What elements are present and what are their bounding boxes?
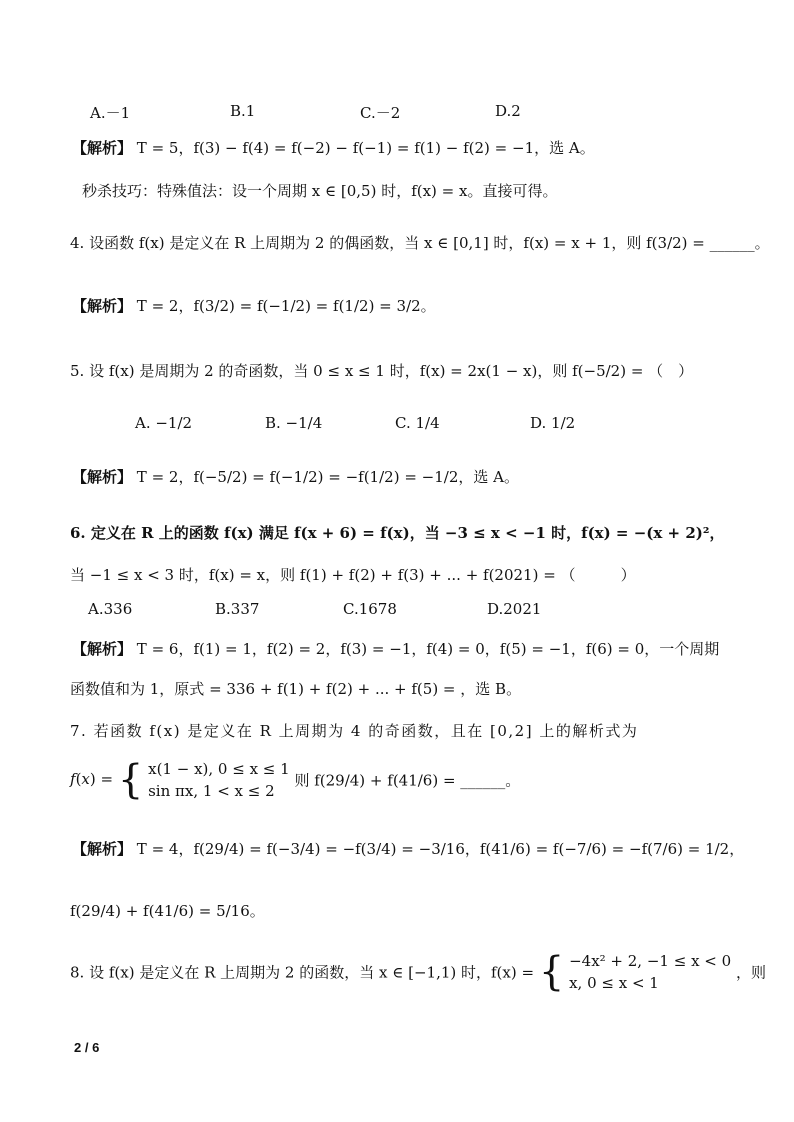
q6-option-d: D.2021 — [487, 600, 542, 618]
q6-analysis-line1 — [72, 638, 719, 659]
q3-option-c: C.－2 — [360, 104, 401, 122]
q6-analysis-line2: 函数值和为 1，原式 = 336 + f(1) + f(2) + ... + f(5) = ，选 B。 — [70, 680, 522, 698]
q3-option-b: B.1 — [230, 102, 256, 120]
analysis-text: T = 5，f(3) − f(4) = f(−2) − f(−1) = f(1) − f(2) = −1，选 A。 — [136, 139, 595, 157]
q7-stem-piecewise — [70, 758, 520, 802]
analysis-label: 【解析】 — [72, 840, 133, 858]
q7-analysis-line1 — [72, 838, 744, 859]
analysis-text: T = 2，f(3/2) = f(−1/2) = f(1/2) = 3/2。 — [136, 297, 436, 315]
case-1: x(1 − x), 0 ≤ x ≤ 1 — [148, 760, 290, 778]
q4-stem: 4. 设函数 f(x) 是定义在 R 上周期为 2 的偶函数，当 x ∈ [0,1] 时，f(x) = x + 1，则 f(3/2) = ______。 — [70, 234, 770, 252]
piecewise-cases — [148, 758, 290, 802]
analysis-label: 【解析】 — [72, 468, 133, 486]
q6-option-b: B.337 — [215, 600, 260, 618]
function-label: f(x) = — [70, 770, 114, 788]
q5-analysis — [72, 466, 519, 487]
analysis-label: 【解析】 — [72, 297, 133, 315]
q7-stem-tail: 则 f(29/4) + f(41/6) = ______。 — [294, 771, 521, 790]
q5-option-b: B. −1/4 — [265, 414, 323, 432]
q8-stem — [70, 950, 766, 994]
q6-option-c: C.1678 — [343, 600, 397, 618]
case-2: x, 0 ≤ x < 1 — [569, 974, 659, 992]
q6-stem-line2: 当 −1 ≤ x < 3 时，f(x) = x，则 f(1) + f(2) + f(3) + ... + f(2021) = （ ） — [70, 566, 636, 584]
q5-stem: 5. 设 f(x) 是周期为 2 的奇函数，当 0 ≤ x ≤ 1 时，f(x) = 2x(1 − x)，则 f(−5/2) = （ ） — [70, 362, 694, 380]
left-brace-icon: { — [538, 949, 565, 995]
q4-analysis — [72, 295, 436, 316]
page-number: 2 / 6 — [74, 1040, 100, 1055]
case-1: −4x² + 2, −1 ≤ x < 0 — [569, 952, 732, 970]
q3-analysis — [72, 137, 595, 158]
q3-trick: 秒杀技巧：特殊值法：设一个周期 x ∈ [0,5) 时，f(x) = x。直接可得。 — [82, 182, 558, 200]
case-2: sin πx, 1 < x ≤ 2 — [148, 782, 275, 800]
analysis-text: T = 4，f(29/4) = f(−3/4) = −f(3/4) = −3/16，f(41/6) = f(−7/6) = −f(7/6) = 1/2， — [136, 840, 745, 858]
q8-stem-text: 8. 设 f(x) 是定义在 R 上周期为 2 的函数，当 x ∈ [−1,1) 时，f(x) = — [70, 963, 535, 982]
analysis-text: T = 2，f(−5/2) = f(−1/2) = −f(1/2) = −1/2，选 A。 — [136, 468, 519, 486]
q5-option-d: D. 1/2 — [530, 414, 576, 432]
q7-analysis-line2: f(29/4) + f(41/6) = 5/16。 — [70, 902, 265, 920]
q6-stem-line1: 6. 定义在 R 上的函数 f(x) 满足 f(x + 6) = f(x)，当 −3 ≤ x < −1 时，f(x) = −(x + 2)²， — [70, 524, 725, 542]
analysis-text: T = 6，f(1) = 1，f(2) = 2，f(3) = −1，f(4) = 0，f(5) = −1，f(6) = 0，一个周期 — [136, 640, 720, 658]
q5-option-a: A. −1/2 — [135, 414, 193, 432]
q3-option-d: D.2 — [495, 102, 521, 120]
q8-stem-tail: ，则 — [735, 963, 766, 982]
left-brace-icon: { — [117, 757, 144, 803]
q6-option-a: A.336 — [88, 600, 133, 618]
q5-option-c: C. 1/4 — [395, 414, 440, 432]
q7-stem-line1: 7. 若函数 f(x) 是定义在 R 上周期为 4 的奇函数，且在 [0,2] 上的解析式为 — [70, 722, 639, 740]
q3-option-a: A.－1 — [90, 104, 131, 122]
piecewise-cases — [569, 950, 731, 994]
analysis-label: 【解析】 — [72, 139, 133, 157]
analysis-label: 【解析】 — [72, 640, 133, 658]
